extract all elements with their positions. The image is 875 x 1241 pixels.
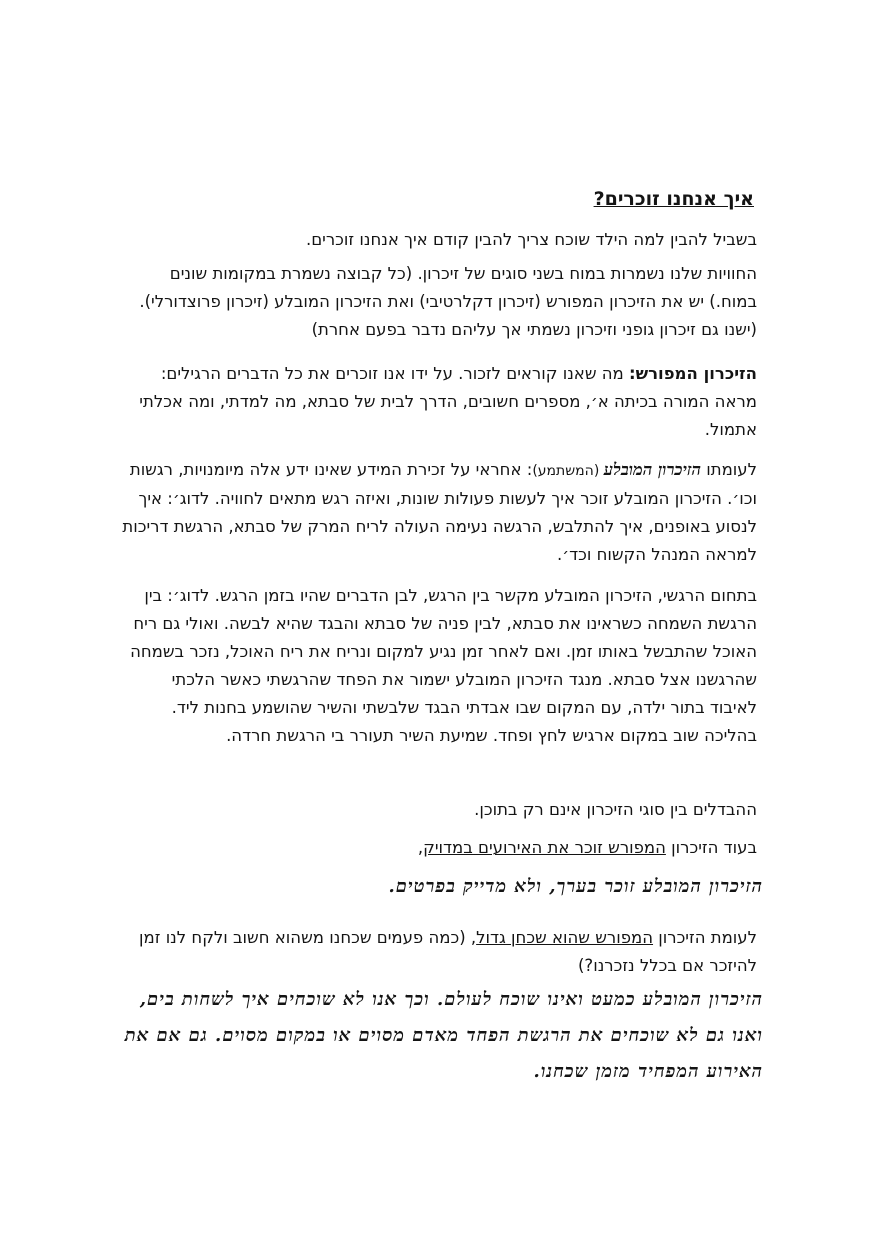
explicit-forgetful-paragraph	[121, 924, 757, 980]
implicit-memory-paragraph	[121, 456, 757, 569]
explicit-memory-label: הזיכרון המפורש:	[629, 364, 757, 383]
explicit-precise-line	[121, 834, 757, 862]
explicit-forgetful-underlined: המפורש שהוא שכחן גדול	[476, 928, 654, 947]
explicit-memory-text: מה שאנו קוראים לזכור. על ידו אנו זוכרים את כל הדברים הרגילים: מראה המורה בכיתה א׳, מספרים חשובים, הדרך לבית של סבתא, מה למדתי, ומה אכלתי אתמול.	[139, 364, 757, 439]
explicit-forgetful-suffix: , (כמה פעמים שכחנו משהוא חשוב ולקח לנו זמן להיזכר אם בכלל נזכרנו?)	[139, 928, 757, 975]
implicit-memory-label: הזיכרון המובלע	[603, 460, 701, 479]
differences-line: ההבדלים בין סוגי הזיכרון אינם רק בתוכן.	[474, 800, 757, 819]
emotional-paragraph: בתחום הרגשי, הזיכרון המובלע מקשר בין הרגש, לבן הדברים שהיו בזמן הרגש. לדוג׳: בין הרגשת השמחה כשראינו את סבתא, לבין פניה של סבתא והבגד שהיא לבשה. ואולי גם ריח האוכל שהתבשל באותו זמן. ואם לאחר זמן נגיע למקום ונריח את ריח האוכל, נזכר בשמחה שהרגשנו אצל סבתא. מנגד הזיכרון המובלע ישמור את הפחד שהרגשתי כאשר הלכתי לאיבוד בתור ילדה, עם המקום שבו אבדתי הבגד שלבשתי והשיר שהושמע בחנות ליד. בהליכה שוב במקום ארגיש לחץ ופחד. שמיעת השיר תעורר בי הרגשת חרדה.	[130, 586, 757, 745]
explicit-precise-prefix: בעוד הזיכרון	[665, 838, 757, 857]
handwritten-implicit-never-forgets: הזיכרון המובלע כמעט ואינו שוכח לעולם. וכך אנו לא שוכחים איך לשחות בים, ואנו גם לא שוכחים את הרגשת הפחד מאדם מסוים או במקום מסוים. גם אם את האירוע המפחיד מזמן שכחנו.	[124, 989, 763, 1082]
handwritten-implicit-approx: הזיכרון המובלע זוכר בערך, ולא מדייק בפרטים.	[388, 876, 763, 897]
explicit-forgetful-prefix: לעומת הזיכרון	[653, 928, 757, 947]
page-title: איך אנחנו זוכרים?	[593, 188, 754, 210]
intro-paragraph: בשביל להבין למה הילד שוכח צריך להבין קודם איך אנחנו זוכרים.	[305, 230, 757, 249]
explicit-precise-suffix: ,	[417, 838, 424, 857]
explicit-memory-paragraph	[121, 360, 757, 444]
explicit-precise-underlined: המפורש זוכר את האירועים במדויק	[423, 838, 666, 857]
implicit-memory-paren: (המשתמע)	[532, 463, 604, 479]
implicit-memory-text: : אחראי על זכירת המידע שאינו ידע אלה מיומנויות, רגשות וכו׳. הזיכרון המובלע זוכר איך לעשות פעולות שונות, ואיזה רגש מתאים לחוויה. לדוג׳: איך לנסוע באופנים, איך להתלבש, הרגשה נעימה העולה לריח המרק של סבתא, הרגשת דריכות למראה המנהל הקשוח וכד׳.	[122, 460, 757, 564]
implicit-memory-prefix: לעומתו	[701, 460, 757, 479]
memory-types-paragraph: החוויות שלנו נשמרות במוח בשני סוגים של זיכרון. (כל קבוצה נשמרת במקומות שונים במוח.) יש את הזיכרון המפורש (זיכרון דקלרטיבי) ואת הזיכרון המובלע (זיכרון פרוצדורלי). (ישנו גם זיכרון גופני וזיכרון נשמתי אך עליהם נדבר בפעם אחרת)	[139, 264, 757, 339]
